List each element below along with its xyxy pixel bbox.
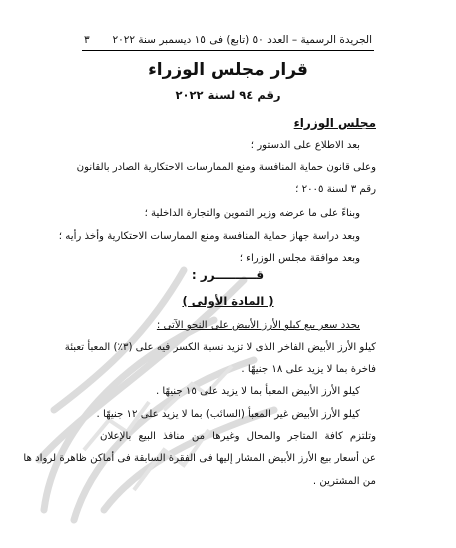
article-line: عن أسعار بيع الأرز الأبيض المشار إليها فى الفقرة السابقة فى أماكن ظاهرة لرواد ها <box>23 453 376 464</box>
preamble-line: وعلى قانون حماية المنافسة ومنع الممارسات الاحتكارية الصادر بالقانون <box>76 162 376 173</box>
article-line: من المشترين . <box>312 476 376 487</box>
article-line: فاخرة بما لا يزيد على ١٨ جنيهًا . <box>241 364 376 375</box>
preamble-line: وبناءً على ما عرضه وزير التموين والتجارة الداخلية ؛ <box>144 208 360 219</box>
issuing-authority: مجلس الوزراء <box>293 116 376 130</box>
decree-title: قرار مجلس الوزراء <box>148 60 308 80</box>
article-line: يحدد سعر بيع كيلو الأرز الأبيض على النحو الآتى : <box>156 320 360 331</box>
header-rule <box>82 50 374 51</box>
article-line: وتلتزم كافة المتاجر والمحال وغيرها من منافذ البيع بالإعلان <box>100 431 376 442</box>
preamble-line: وبعد دراسة جهاز حماية المنافسة ومنع الممارسات الاحتكارية وأخذ رأيه ؛ <box>58 231 360 242</box>
decided-heading: قــــــــــرر : <box>191 268 265 282</box>
article-title: ( المادة الأولى ) <box>182 294 274 308</box>
preamble-line: رقم ٣ لسنة ٢٠٠٥ ؛ <box>295 184 376 195</box>
decree-number: رقم ٩٤ لسنة ٢٠٢٢ <box>175 88 281 102</box>
article-line: كيلو الأرز الأبيض غير المعبأ (السائب) بما لا يزيد على ١٢ جنيهًا . <box>96 409 360 420</box>
article-line: كيلو الأرز الأبيض الفاخر الذى لا تزيد نسبة الكسر فيه على (٣٪) المعبأ تعبئة <box>64 342 376 353</box>
gazette-header-title: الجريدة الرسمية – العدد ٥٠ (تابع) فى ١٥ ديسمبر سنة ٢٠٢٢ <box>112 34 372 46</box>
preamble-line: وبعد موافقة مجلس الوزراء ؛ <box>239 253 360 264</box>
page-number: ٣ <box>84 34 90 46</box>
running-header <box>84 34 372 46</box>
preamble-line: بعد الاطلاع على الدستور ؛ <box>250 140 360 151</box>
article-line: كيلو الأرز الأبيض المعبأ بما لا يزيد على ١٥ جنيهًا . <box>155 386 360 397</box>
